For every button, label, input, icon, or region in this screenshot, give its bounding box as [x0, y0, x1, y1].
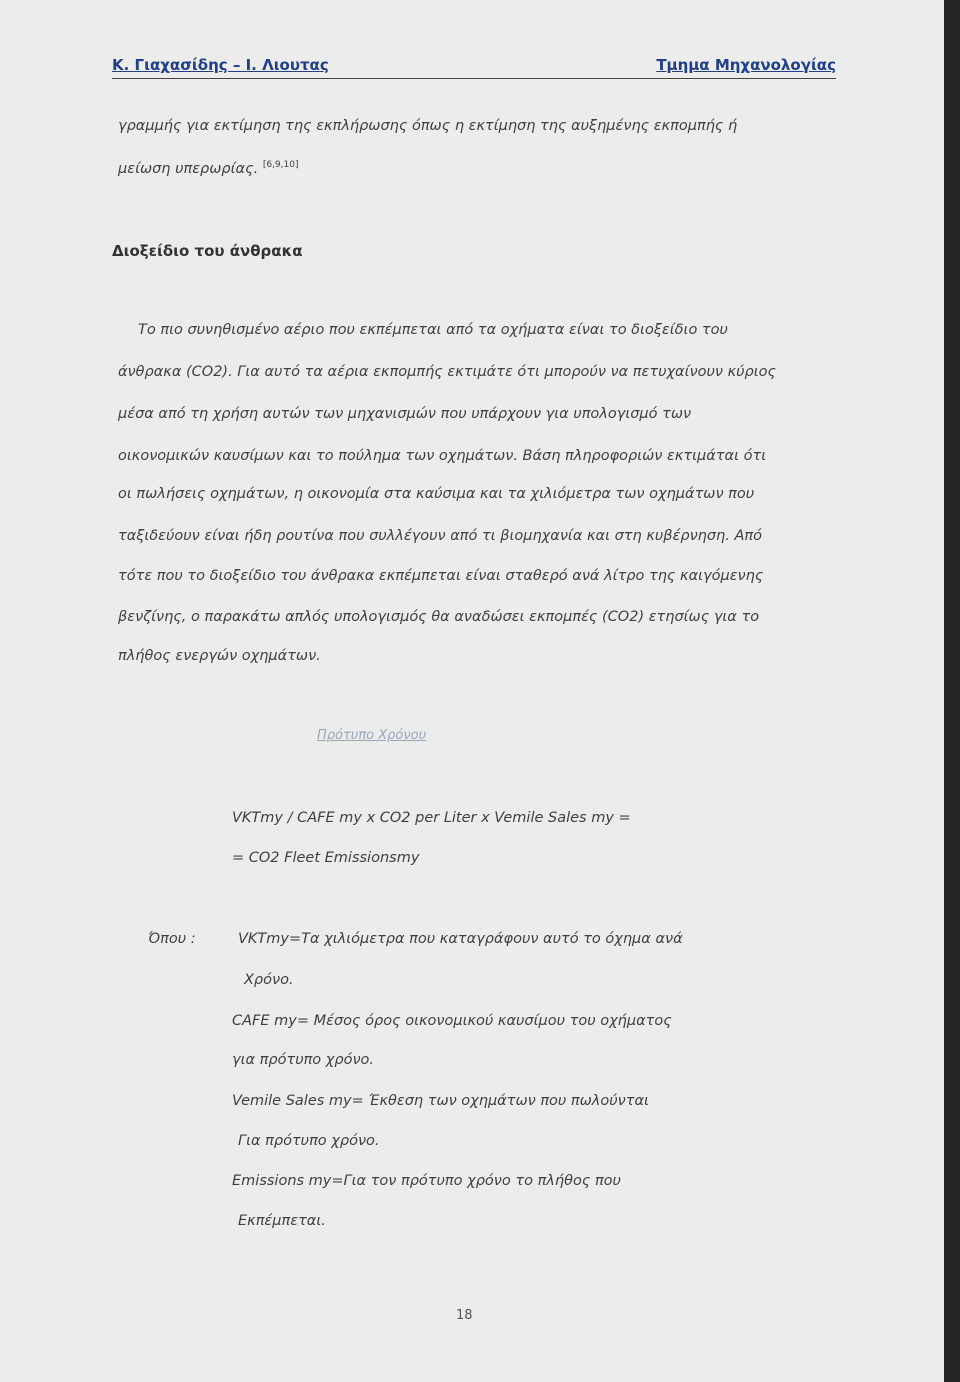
paragraph-line: βενζίνης, ο παρακάτω απλός υπολογισμός θα αναδώσει εκπομπές (CO2) ετησίως για το — [118, 609, 760, 625]
paragraph-line: μέσα από τη χρήση αυτών των μηχανισμών που υπάρχουν για υπολογισμό των — [118, 406, 692, 422]
definition-line: Για πρότυπο χρόνο. — [238, 1133, 380, 1149]
definition-line: Vemile Sales my= Έκθεση των οχημάτων που πωλούνται — [232, 1093, 649, 1109]
paragraph-line: οικονομικών καυσίμων και το πούλημα των οχημάτων. Βάση πληροφοριών εκτιμάται ότι — [118, 448, 767, 464]
header-department: Τμημα Μηχανολογίας — [656, 56, 836, 74]
definition-line: Χρόνο. — [244, 972, 294, 988]
definition-line: Emissions my=Για τον πρότυπο χρόνο το πλήθος που — [232, 1173, 621, 1189]
formula-line-2: = CO2 Fleet Emissionsmy — [232, 850, 420, 866]
paragraph-line: άνθρακα (CO2). Για αυτό τα αέρια εκπομπής εκτιμάτε ότι μπορούν να πετυχαίνουν κύριος — [118, 364, 777, 380]
header-authors: Κ. Γιαχασίδης – Ι. Λιουτας — [112, 56, 329, 74]
scan-edge — [944, 0, 960, 1382]
intro-line-1: γραμμής για εκτίμηση της εκπλήρωσης όπως η εκτίμηση της αυξημένης εκπομπής ή — [118, 118, 738, 134]
definition-line: για πρότυπο χρόνο. — [232, 1052, 375, 1068]
page-number: 18 — [456, 1308, 473, 1323]
intro-line-2 — [118, 160, 298, 177]
where-label: Όπου : — [148, 931, 196, 947]
intro-line-2-text: μείωση υπερωρίας. — [118, 160, 259, 177]
paragraph-line: πλήθος ενεργών οχημάτων. — [118, 648, 321, 664]
formula-line-1: VKTmy / CAFE my x CO2 per Liter x Vemile Sales my = — [232, 810, 631, 826]
citation-ref: [6,9,10] — [262, 160, 299, 170]
formula-caption: Πρότυπο Χρόνου — [317, 728, 427, 743]
paragraph-line: Το πιο συνηθισμένο αέριο που εκπέμπεται από τα οχήματα είναι το διοξείδιο του — [138, 322, 728, 338]
definition-line: CAFE my= Μέσος όρος οικονομικού καυσίμου του οχήματος — [232, 1013, 672, 1029]
definition-line: Εκπέμπεται. — [238, 1213, 326, 1229]
page-header — [112, 56, 836, 79]
paragraph-line: οι πωλήσεις οχημάτων, η οικονομία στα καύσιμα και τα χιλιόμετρα των οχημάτων που — [118, 486, 755, 502]
paragraph-line: ταξιδεύουν είναι ήδη ρουτίνα που συλλέγουν από τι βιομηχανία και στη κυβέρνηση. Από — [118, 528, 762, 544]
definition-line: VKTmy=Τα χιλιόμετρα που καταγράφουν αυτό το όχημα ανά — [238, 931, 683, 947]
paragraph-line: τότε που το διοξείδιο του άνθρακα εκπέμπεται είναι σταθερό ανά λίτρο της καιγόμενης — [118, 568, 764, 584]
section-title: Διοξείδιο του άνθρακα — [112, 242, 303, 260]
